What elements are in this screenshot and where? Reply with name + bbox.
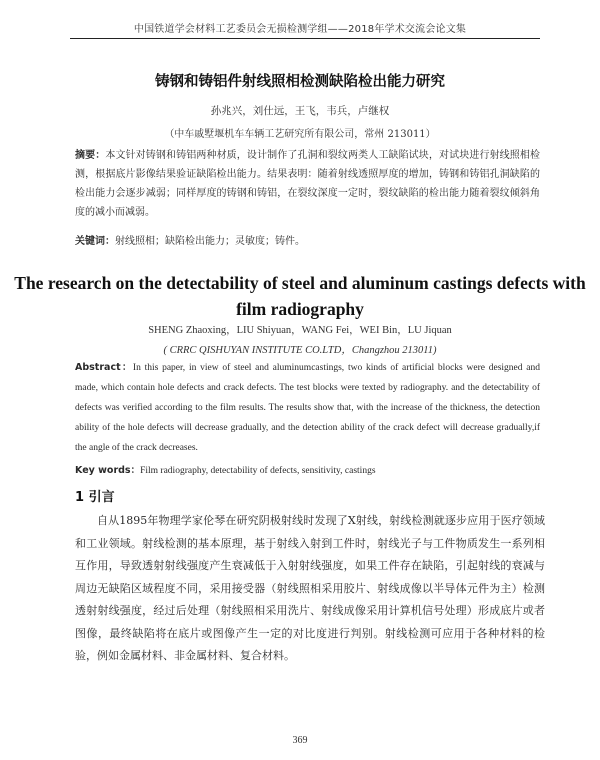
header-rule	[70, 38, 540, 39]
chinese-abstract	[75, 146, 540, 222]
chinese-authors: 孙兆兴，刘仕远，王飞，韦兵，卢继权	[210, 105, 390, 117]
english-affiliation: ( CRRC QISHUYAN INSTITUTE CO.LTD，Changzhou 213011)	[163, 345, 437, 356]
chinese-affiliation: （中车戚墅堰机车车辆工艺研究所有限公司，常州 213011）	[164, 129, 436, 140]
section-heading-introduction: 1 引言	[75, 490, 115, 505]
english-abstract	[75, 358, 540, 458]
chinese-abstract-label: 摘要：	[75, 150, 106, 161]
english-keywords	[75, 462, 540, 476]
chinese-abstract-text: 本文针对铸钢和铸铝两种材质，设计制作了孔洞和裂纹两类人工缺陷试块，对试块进行射线照相检测，根据底片影像结果验证缺陷检出能力。结果表明：随着射线透照厚度的增加，铸钢和铸铝孔洞缺陷的检出能力会逐步减弱；同样厚度的铸钢和铸铝，在裂纹深度一定时，裂纹缺陷的检出能力随着裂纹倾斜角度的减小而减弱。	[75, 150, 541, 218]
chinese-keywords	[75, 232, 540, 247]
chinese-keywords-text: 射线照相；缺陷检出能力；灵敏度；铸件。	[115, 236, 305, 247]
english-title: The research on the detectability of steel and aluminum castings defects with film radiography	[14, 273, 586, 319]
chinese-title: 铸钢和铸铝件射线照相检测缺陷检出能力研究	[155, 74, 445, 90]
introduction-paragraph: 自从1895年物理学家伦琴在研究阴极射线时发现了X射线，射线检测就逐步应用于医疗领域和工业领域。射线检测的基本原理，基于射线入射到工件时，射线光子与工件物质发生一系列相互作用，导致透射射线强度产生衰减低于入射射线强度，如果工件存在缺陷，引起射线的衰减与周边无缺陷区域程度不同，采用接受器（射线照相采用胶片、射线成像以半导体元件为主）检测透射射线强度，经过后处理（射线照相采用洗片、射线成像采用计算机信号处理）形成底片或者图像，最终缺陷将在底片或图像产生一定的对比度进行判别。射线检测可应用于各种材料的检验，例如金属材料、非金属材料、复合材料。	[75, 514, 545, 662]
english-abstract-text: In this paper, in view of steel and aluminumcastings, two kinds of artificial blocks were designed and made, which contain hole defects and crack defects. The test blocks were texted by radiography. and the detectability of defects was verified according to the film results. The results show that, with the increase of the thickness, the detection ability of the hole defects will decrease gradually, and the detection ability of the crack defect will decrease gradually,if the angle of the crack decreases.	[75, 363, 540, 453]
english-keywords-label: Key words：	[75, 465, 141, 476]
chinese-keywords-label: 关键词：	[75, 236, 115, 247]
english-authors: SHENG Zhaoxing，LIU Shiyuan，WANG Fei，WEI Bin，LU Jiquan	[148, 325, 452, 336]
page-number: 369	[292, 735, 308, 746]
english-keywords-text: Film radiography, detectability of defects, sensitivity, castings	[140, 466, 376, 476]
running-header: 中国铁道学会材料工艺委员会无损检测学组——2018年学术交流会论文集	[133, 24, 467, 35]
english-abstract-label: Abstract：	[75, 362, 133, 373]
